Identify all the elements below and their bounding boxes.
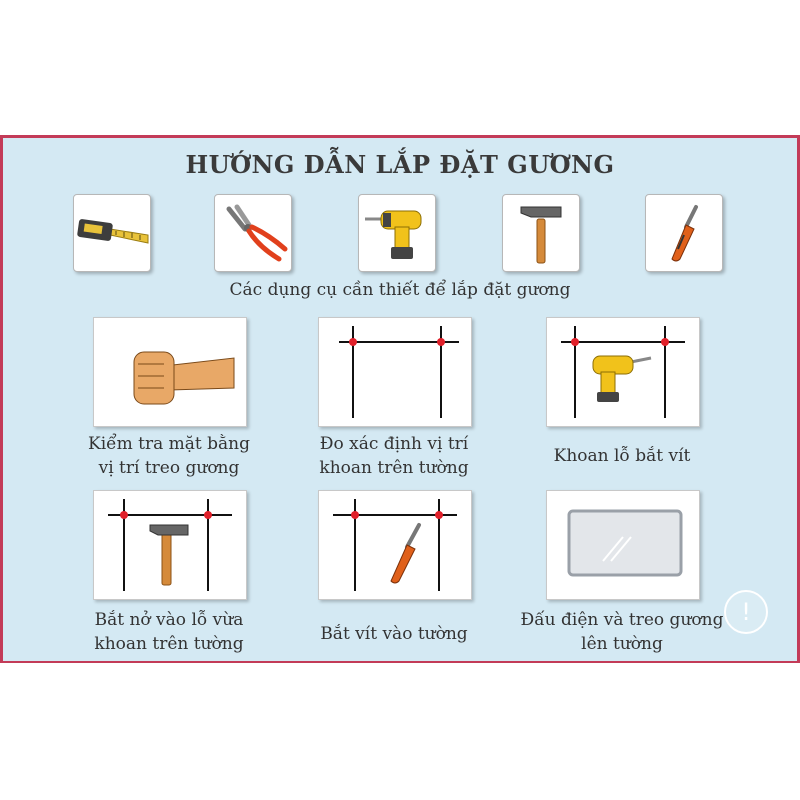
step-4-line-2: khoan trên tường (94, 634, 244, 654)
step-2-panel (318, 317, 472, 427)
drill-wall-icon (547, 318, 699, 426)
tape-measure-icon (74, 195, 150, 271)
tool-pliers (214, 194, 292, 272)
step-6-line-1: Đấu điện và treo gương (520, 610, 724, 630)
step-5-line-1: Bắt vít vào tường (320, 624, 468, 644)
tool-drill (358, 194, 436, 272)
screwdriver-wall-icon (319, 491, 471, 599)
step-5-panel (318, 490, 472, 600)
step-1-line-1: Kiểm tra mặt bằng (88, 434, 250, 454)
pliers-icon (215, 195, 291, 271)
step-4-panel (93, 490, 247, 600)
wall-marking-icon (319, 318, 471, 426)
screwdriver-icon (646, 195, 722, 271)
mirror-icon (547, 491, 699, 599)
step-1-line-2: vị trí treo gương (98, 458, 240, 478)
tool-hammer (502, 194, 580, 272)
step-2-caption (288, 432, 500, 480)
step-4-line-1: Bắt nở vào lỗ vừa (94, 610, 244, 630)
step-6-caption (506, 608, 738, 656)
step-5-caption (288, 622, 500, 646)
step-1-panel (93, 317, 247, 427)
fist-icon (94, 318, 246, 426)
step-3-line-1: Khoan lỗ bắt vít (553, 446, 691, 466)
step-6-panel (546, 490, 700, 600)
step-2-line-2: khoan trên tường (319, 458, 469, 478)
page-title: HƯỚNG DẪN LẮP ĐẶT GƯƠNG (185, 150, 615, 179)
tools-caption: Các dụng cụ cần thiết để lắp đặt gương (229, 280, 571, 300)
hammer-wall-icon (94, 491, 246, 599)
tool-tape-measure (73, 194, 151, 272)
drill-icon (359, 195, 435, 271)
exclamation-circle-icon[interactable]: ! (724, 590, 768, 634)
step-3-panel (546, 317, 700, 427)
hammer-icon (503, 195, 579, 271)
step-6-line-2: lên tường (581, 634, 663, 654)
step-2-line-1: Đo xác định vị trí (319, 434, 469, 454)
step-3-caption (516, 444, 728, 468)
step-1-caption (63, 432, 275, 480)
tool-screwdriver (645, 194, 723, 272)
step-4-caption (63, 608, 275, 656)
